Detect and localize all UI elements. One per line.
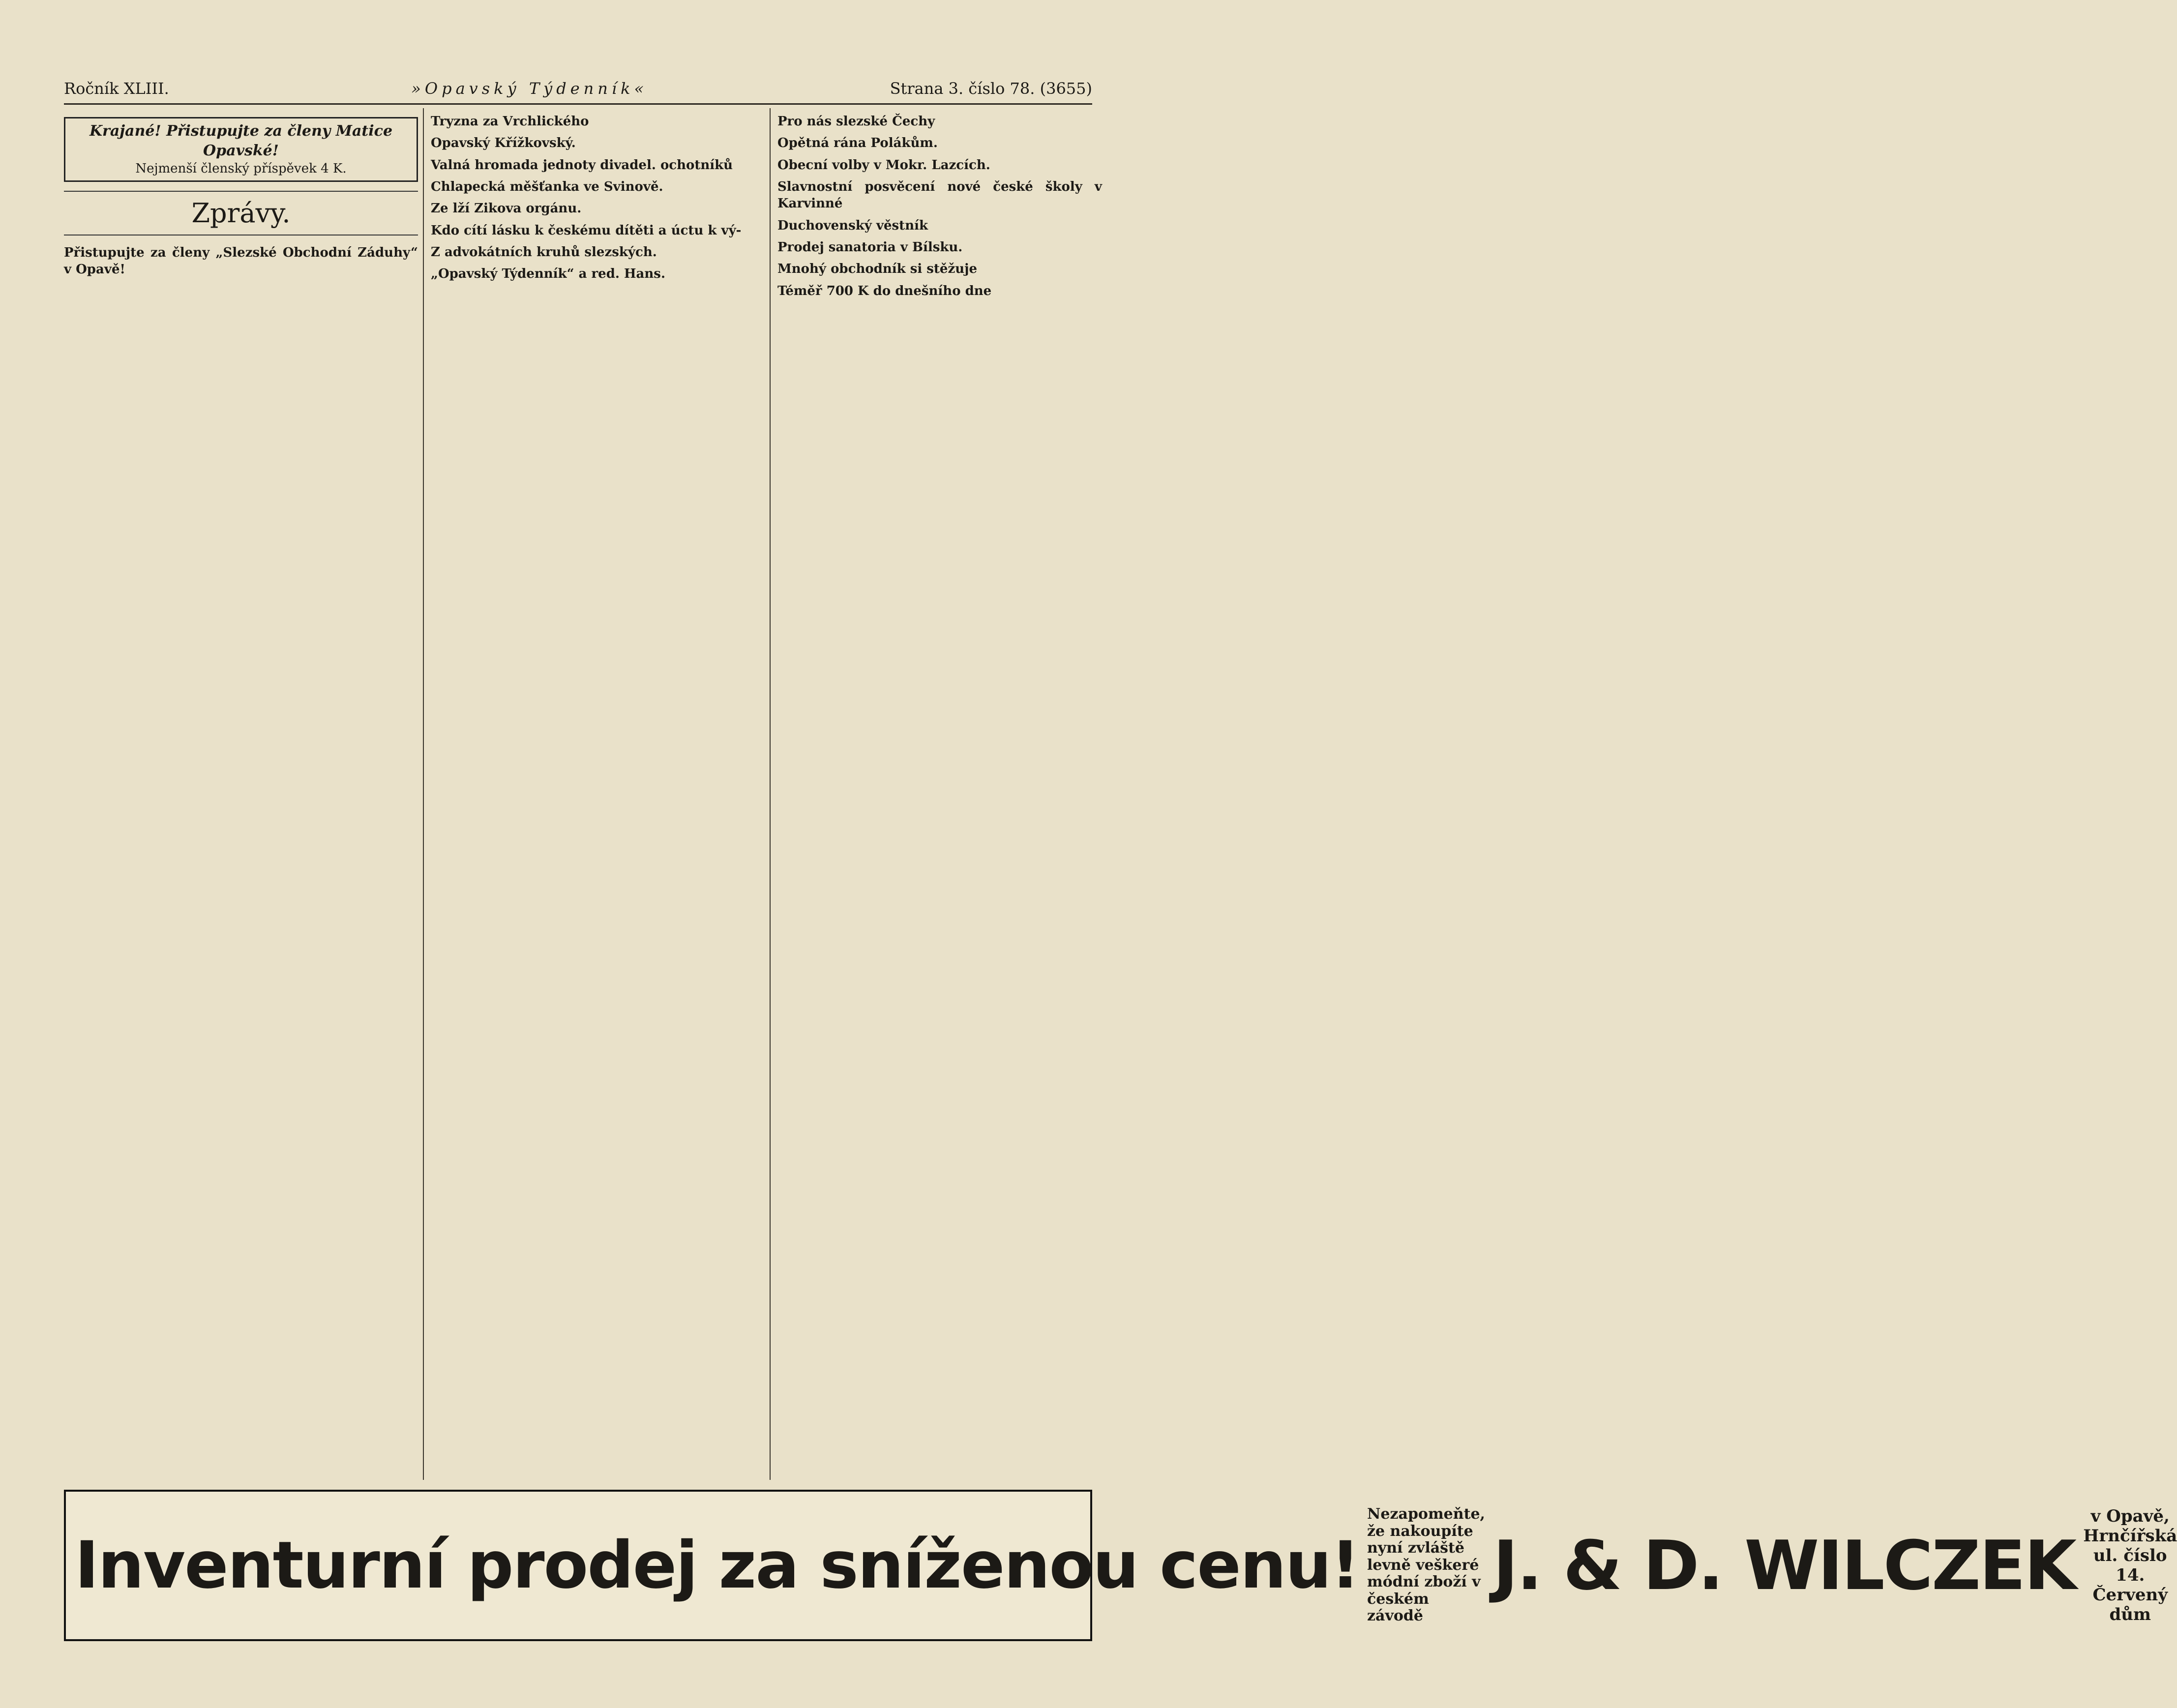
- page-header: [64, 74, 1092, 105]
- heading-8: „Opavský Týdenník“ a red. Hans.: [431, 266, 666, 282]
- ad-firm: J. & D. WILCZEK: [1492, 1526, 2076, 1605]
- page-number: Strana 3. číslo 78. (3655): [890, 79, 1092, 98]
- heading-2: Opavský Křížkovský.: [431, 136, 576, 151]
- column-2: [423, 108, 770, 1480]
- newspaper-title: »Opavský Týdenník«: [411, 79, 648, 98]
- volume: Ročník XLIII.: [64, 79, 169, 98]
- heading-1: Pro nás slezské Čechy: [777, 114, 935, 129]
- heading-6: Prodej sanatoria v Bílsku.: [777, 239, 963, 255]
- heading-3: Obecní volby v Mokr. Lazcích.: [777, 157, 990, 173]
- heading-7: Mnohý obchodník si stěžuje: [777, 262, 978, 277]
- membership-appeal: Krajané! Přistupujte za členy Matice Opavské!: [89, 122, 393, 159]
- heading-7: Z advokátních kruhů slezských.: [431, 244, 657, 260]
- column-3: [770, 108, 1102, 1480]
- heading-5: Duchovenský věstník: [777, 218, 928, 233]
- heading-3: Valná hromada jednoty divadel. ochotníků: [431, 157, 733, 173]
- heading-8: Téměř 700 K do dnešního dne: [777, 283, 992, 298]
- ad-title: Inventurní prodej za sníženou cenu!: [75, 1528, 1359, 1603]
- section-title: Zprávy.: [64, 191, 418, 236]
- heading-4: Chlapecká měšťanka ve Svinově.: [431, 179, 663, 194]
- heading-5: Ze lží Zikova orgánu.: [431, 201, 582, 216]
- heading-2: Opětná rána Polákům.: [777, 136, 938, 151]
- heading-4: Slavnostní posvěcení nové české školy v Karvinné: [777, 179, 1102, 211]
- membership-box: [64, 117, 418, 182]
- advertisement-banner: [64, 1490, 2177, 1641]
- heading-1: Tryzna za Vrchlického: [431, 114, 589, 129]
- membership-fee: Nejmenší členský příspěvek 4 K.: [135, 161, 347, 177]
- heading-6: Kdo cítí lásku k českému dítěti a úctu k vý-: [431, 223, 742, 238]
- subheading: Přistupujte za členy „Slezské Obchodní Záduhy“ v Opavě!: [64, 245, 418, 277]
- column-1: [64, 108, 418, 1480]
- ad-middle: Nezapomeňte, že nakoupíte nyní zvláště levně veškeré módní zboží v českém závodě: [1367, 1505, 1485, 1625]
- ad-address: v Opavě, Hrnčířská ul. číslo 14. Červený dům: [2083, 1506, 2177, 1624]
